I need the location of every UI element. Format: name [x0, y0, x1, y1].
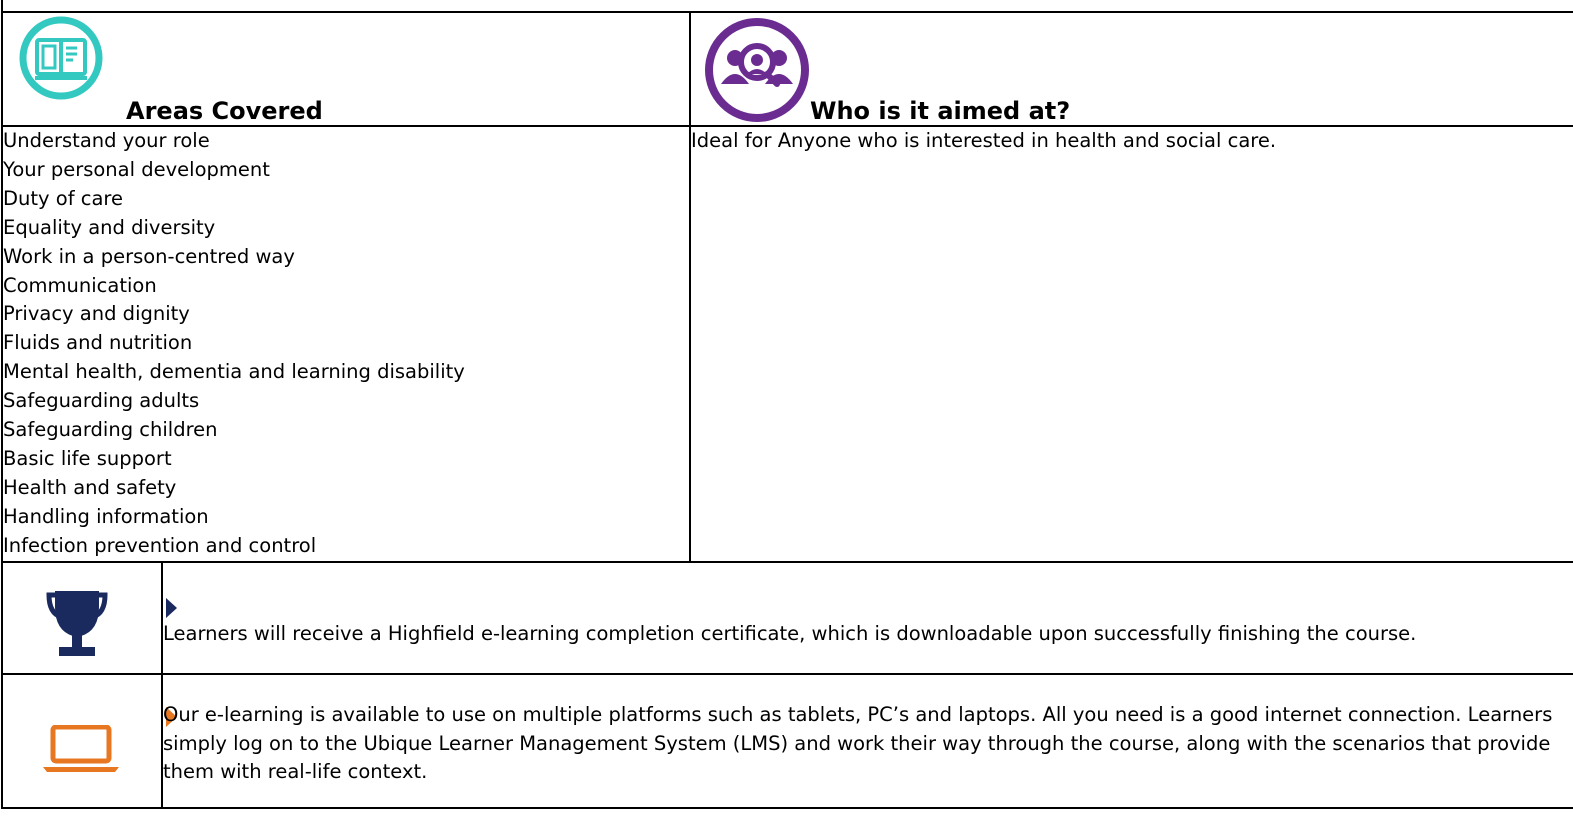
certificate-text: Learners will receive a Highfield e-learning completion certificate, which is downloadable upon successfully finishing the course. — [163, 621, 1417, 645]
aimed-header-cell — [690, 12, 1573, 126]
area-item: Work in a person-centred way — [3, 244, 295, 268]
area-item: Fluids and nutrition — [3, 331, 193, 355]
area-item: Equality and diversity — [3, 215, 216, 239]
area-item: Infection prevention and control — [3, 533, 317, 557]
aimed-title: Who is it aimed at? — [810, 97, 1071, 125]
area-item: Duty of care — [3, 186, 124, 210]
platforms-row — [2, 674, 1573, 808]
area-item: Communication — [3, 273, 157, 297]
trophy-icon — [45, 587, 109, 661]
area-item: Safeguarding children — [3, 418, 218, 442]
area-item: Your personal development — [3, 157, 270, 181]
areas-title: Areas Covered — [126, 97, 323, 125]
people-search-icon — [703, 16, 811, 124]
area-item: Health and safety — [3, 475, 177, 499]
certificate-row — [2, 562, 1573, 674]
navy-arrow-icon — [166, 598, 177, 618]
platforms-text: Our e-learning is available to use on multiple platforms such as tablets, PC’s and laptops. All you need is a good internet connection. Learners simply log on to the Ubique Learner Management System (LMS) and work their way through the course, along with the scenarios that provide them with real-life context. — [163, 702, 1553, 784]
area-item: Understand your role — [3, 129, 210, 152]
aimed-text: Ideal for Anyone who is interested in health and social care. — [691, 129, 1277, 152]
laptop-icon — [41, 725, 121, 773]
certificate-text-cell — [162, 562, 1573, 674]
platforms-text-cell — [162, 674, 1573, 808]
areas-header-cell — [2, 12, 690, 126]
aimed-text-cell — [690, 126, 1573, 562]
certificate-icon-cell — [2, 562, 162, 674]
area-item: Safeguarding adults — [3, 389, 200, 413]
area-item: Handling information — [3, 504, 209, 528]
course-info-table — [1, 11, 1573, 809]
areas-list-cell — [2, 126, 690, 562]
areas-list — [3, 127, 689, 561]
header-row — [2, 12, 1573, 126]
area-item: Basic life support — [3, 446, 172, 470]
content-row — [2, 126, 1573, 562]
area-item: Privacy and dignity — [3, 302, 190, 326]
area-item: Mental health, dementia and learning disability — [3, 360, 465, 384]
platforms-icon-cell — [2, 674, 162, 808]
book-icon — [19, 16, 103, 100]
